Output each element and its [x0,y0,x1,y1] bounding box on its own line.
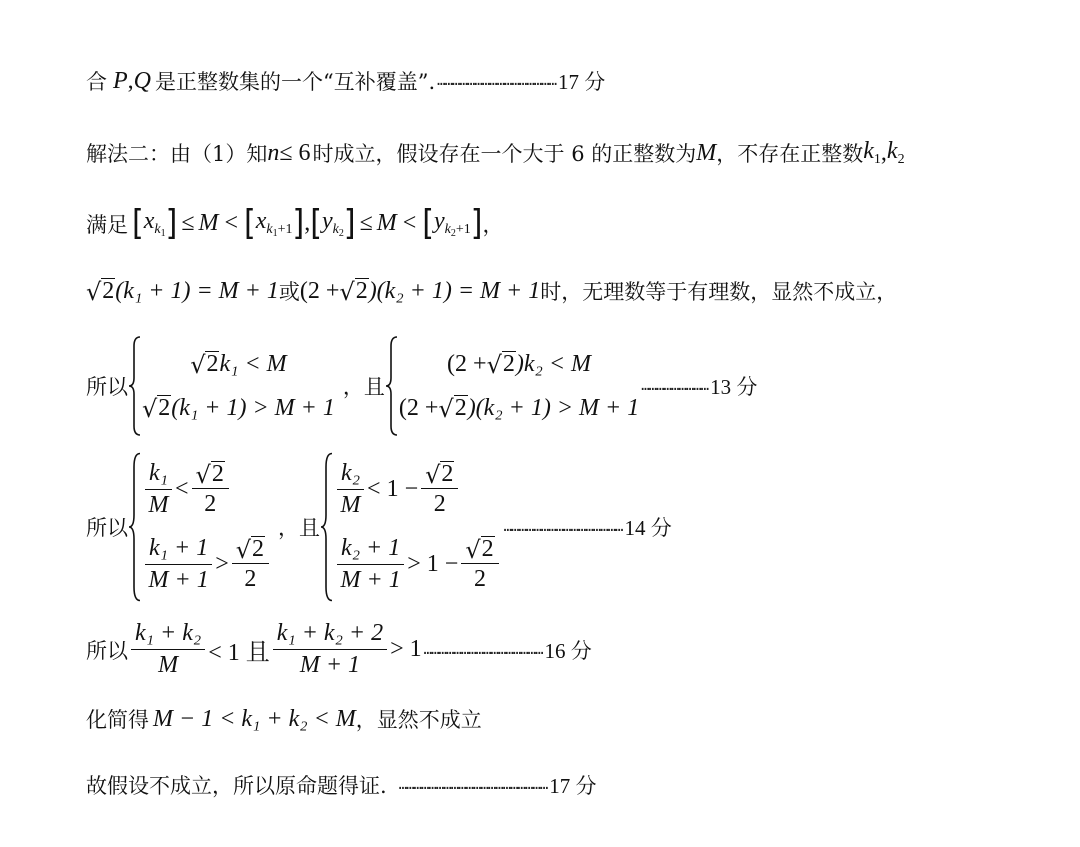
text-and: ，且 [278,516,321,540]
line-system-1 [86,336,757,436]
sqrt-2: √ 2 [486,350,515,380]
text-prefix: 合 [86,70,107,94]
term-y-k2-plus-1: $y_{k_2+1}$ [434,208,471,239]
var-m: M [696,139,717,166]
bracket-left: [ [422,202,434,244]
system-right: (2 + √ 2 )k₂ < M (2 + √ 2 )(k₂ + 1) > M + 1 [385,336,639,436]
line-irrational [86,276,897,306]
bracket-left: [ [244,202,256,244]
bracket-left: [ [310,202,322,244]
fraction: $\frac{\text{k₁ + k₂}}{M}$ [131,620,205,679]
sqrt-2: √ 2 [190,350,219,380]
score-label: 13 分 [710,375,758,399]
expr-2-end: )(k₂ + 1) = M + 1 [368,277,541,304]
expr: M − 1 < k₁ + k₂ < M [153,705,356,732]
text-prefix: 满足 [86,212,128,237]
brace-icon [128,452,142,602]
var-q: Q [133,67,152,94]
bracket-right: ] [343,202,356,244]
comma: , [304,210,311,236]
sqrt-2: √ 2 [339,277,368,307]
fraction: $\frac{\text{k₁ + 1}}{M + 1}$ [145,535,212,594]
line-satisfy [86,202,504,244]
text-contradiction: 时，无理数等于有理数，显然不成立， [540,280,898,304]
sqrt-2: √ 2 [142,394,171,424]
leader-dots: ………………………………………… [437,73,557,89]
system-left: $\frac{\text{k₁}}{M}$ < √ 2 2 $\frac{\text{k₁ + 1}}{M + 1}$ > √ 2 2 [128,452,272,602]
fraction-sqrt2-over-2: √ 2 2 [192,461,229,519]
ineq-1: k₁ < M [219,350,287,377]
term-y-k2: $y_{k_2}$ [321,208,344,239]
mid-text: < 1 且 [208,640,270,667]
score-label: 16 分 [544,638,592,663]
leader-dots: ………………………………………… [503,519,623,535]
fraction-sqrt2-over-2: √ 2 2 [232,536,269,594]
line-final [86,770,597,800]
text-final: 故假设不成立，所以原命题得证. [86,774,387,798]
text-tail: ，显然不成立 [355,708,482,732]
fraction-sqrt2-over-2: √ 2 2 [421,461,458,519]
text-prefix: 所以 [86,516,128,540]
bracket-right: ] [165,202,178,244]
fraction: $\frac{\text{k₁ + k₂ + 2}}{M + 1}$ [273,620,387,679]
leader-dots: ……………………… [641,378,709,394]
le-sign: ≤ [181,210,195,236]
line-method-two [86,138,905,168]
line-simplify [86,704,482,734]
brace-icon [128,336,142,436]
lt-sign: < [402,210,417,236]
tail-ineq: > 1 [390,636,422,663]
comma: , [127,67,134,94]
fraction: $\frac{\text{k₁}}{M}$ [145,460,172,519]
text-body: 是正整数集的一个“互补覆盖”. [155,70,436,94]
line-system-2 [86,452,672,602]
score-label: 17 分 [558,70,606,94]
condition: ≤ 6 [279,139,311,166]
var-k2: $k_2$ [886,138,905,167]
system-left [128,336,335,436]
brace-icon [320,452,334,602]
text-assume: 时成立，假设存在一个大于 6 的正整数为 [312,142,697,166]
bracket-right: ] [470,202,483,244]
system-right: $\frac{\text{k₂}}{M}$ < 1 − √ 2 2 $\frac{\text{k₂ + 1}}{M + 1}$ > 1 − √ 2 2 [320,452,502,602]
expr-1: (k₁ + 1) = M + 1 [115,277,279,304]
var-k1: $k_1$ [863,138,881,167]
sqrt-2: √ 2 [438,394,467,424]
ineq-3: )k₂ < M [515,350,592,377]
text-not-exist: ，不存在正整数 [716,142,864,166]
line-sum [86,620,592,679]
line-conclusion [86,66,605,96]
text-method: 解法二：由（1）知 [86,142,268,166]
term-x-k1: $x_{k_1}$ [143,208,166,239]
expr-2-start: (2 + [299,277,340,304]
leader-dots: …………………………………………………… [398,777,548,793]
score-label: 14 分 [624,516,672,540]
text-prefix: 所以 [86,375,128,399]
var-m: M [376,210,397,236]
brace-icon [385,336,399,436]
fraction: $\frac{\text{k₂}}{M}$ [337,460,364,519]
var-m: M [198,210,219,236]
term-x-k1-plus-1: $x_{k_1+1}$ [255,208,293,239]
var-n: n [267,139,280,166]
leader-dots: ………………………………………… [423,641,543,658]
score-label: 17 分 [549,774,597,798]
tail: ， [482,212,504,237]
bracket-right: ] [292,202,305,244]
text-prefix: 所以 [86,638,128,663]
sqrt-2: √ 2 [86,277,115,307]
ineq-2: (k₁ + 1) > M + 1 [171,394,335,421]
text-prefix: 化简得 [86,708,149,732]
text-or: 或 [278,280,300,304]
bracket-left: [ [132,202,144,244]
text-and: ，且 [342,375,385,399]
var-p: P [113,67,128,94]
le-sign: ≤ [359,210,373,236]
ineq-4: )(k₂ + 1) > M + 1 [467,394,640,421]
lt-sign: < [224,210,239,236]
fraction-sqrt2-over-2: √ 2 2 [461,536,498,594]
fraction: $\frac{\text{k₂ + 1}}{M + 1}$ [337,535,404,594]
comma: , [880,139,887,166]
